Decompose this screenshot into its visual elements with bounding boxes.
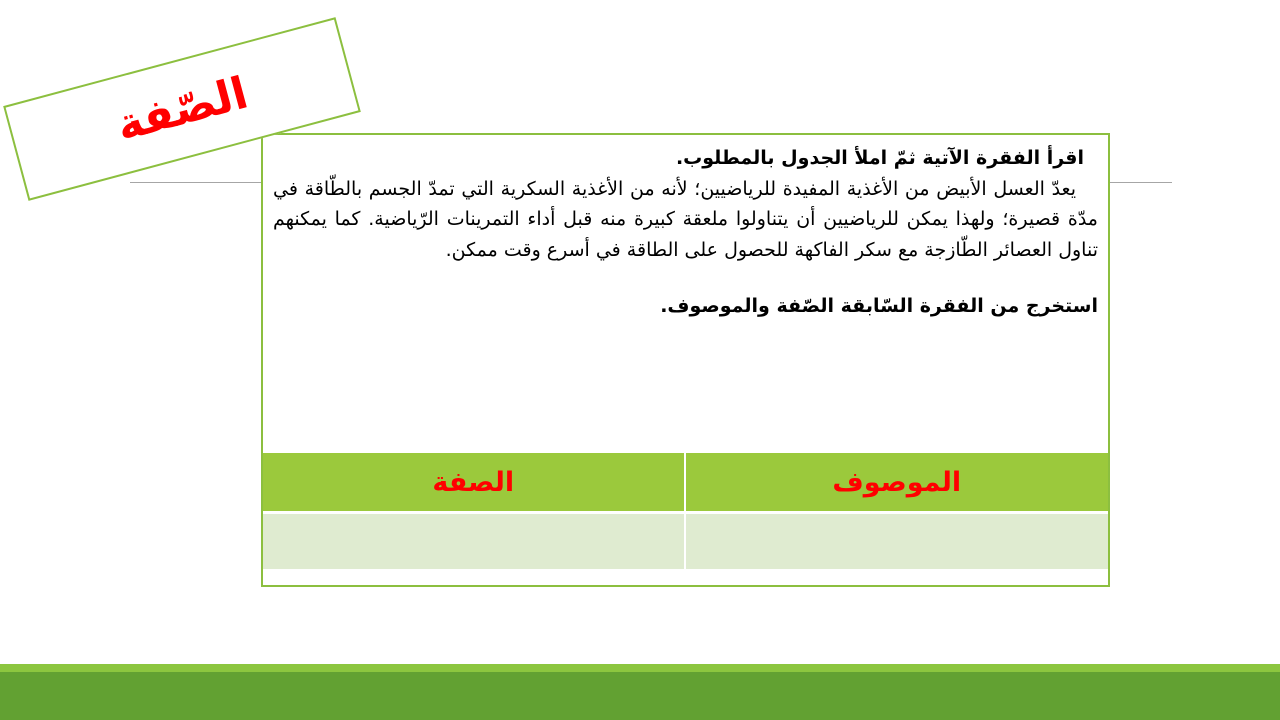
answer-cell-described[interactable] — [686, 514, 1109, 569]
task-text: استخرج من الفقرة السّابقة الصّفة والموصوف. — [660, 295, 1098, 317]
footer-accent-bar — [0, 664, 1280, 672]
answer-cell-adjective[interactable] — [263, 514, 686, 569]
reading-paragraph: يعدّ العسل الأبيض من الأغذية المفيدة للرياضيين؛ لأنه من الأغذية السكرية التي تمدّ الجسم بالطّاقة في مدّة قصيرة؛ ولهذا يمكن للرياضيين أن يتناولوا ملعقة كبيرة منه قبل أداء التمرينات الرّياضية. كما يمكنهم تناول العصائر الطّازجة مع سكر الفاكهة للحصول على الطاقة في أسرع وقت ممكن. — [273, 177, 1098, 261]
footer-bar — [0, 672, 1280, 720]
exercise-text — [273, 143, 1098, 322]
header-described: الموصوف — [686, 453, 1109, 514]
slide-title: الصّفة — [111, 67, 253, 151]
header-adjective: الصفة — [263, 453, 686, 514]
exercise-box — [261, 133, 1110, 587]
answer-table — [263, 453, 1108, 569]
instruction-text: اقرأ الفقرة الآتية ثمّ املأ الجدول بالمطلوب. — [675, 147, 1084, 169]
